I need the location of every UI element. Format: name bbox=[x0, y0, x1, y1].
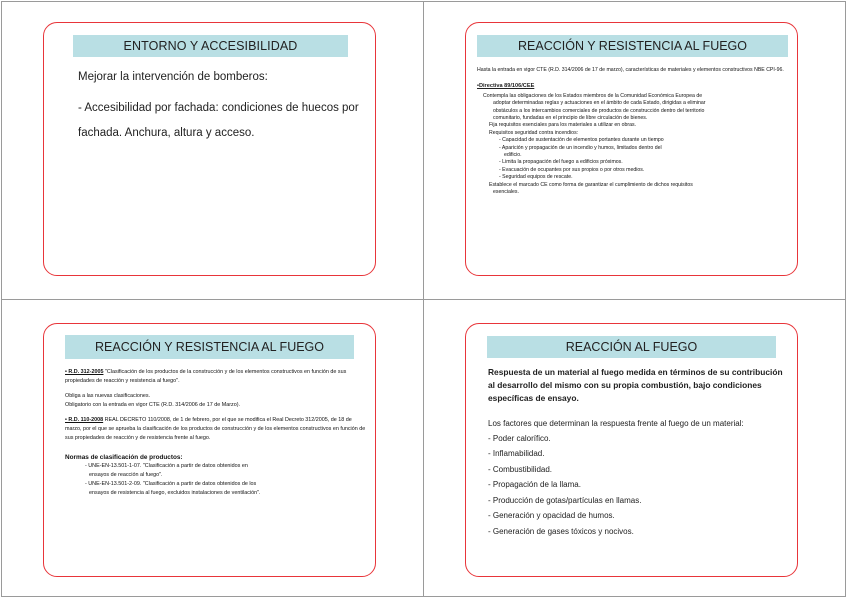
list-item: - Aparición y propagación de un incendio y humos, limitados dentro del bbox=[499, 144, 662, 151]
text-line: esenciales. bbox=[493, 189, 519, 196]
definition: Respuesta de un material al fuego medida en términos de su contribución al desarrollo del mismo con su propia combustión, bajo condiciones específicas de ensayo. bbox=[488, 367, 783, 403]
horizontal-divider bbox=[1, 299, 846, 300]
slide-reaccion-resistencia-1 bbox=[465, 22, 798, 276]
list-item: - UNE-EN-13.501-1-07. "Clasificación a partir de datos obtenidos en bbox=[85, 463, 248, 469]
slide-title: REACCIÓN Y RESISTENCIA AL FUEGO bbox=[65, 335, 354, 359]
list-item: - Seguridad equipos de rescate. bbox=[499, 174, 573, 181]
lead-text: Los factores que determinan la respuesta frente al fuego de un material: bbox=[488, 419, 744, 428]
text-line: Contempla las obligaciones de los Estados miembros de la Comunidad Económica Europea de bbox=[483, 92, 703, 99]
slide-reaccion-resistencia-2 bbox=[43, 323, 376, 577]
slide-body bbox=[65, 368, 368, 498]
reference-block: • R.D. 110-2008 REAL DECRETO 110/2008, de 1 de febrero, por el que se modifica el Real Decreto 312/2005, de 18 de marzo, por el que se aprueba la clasificación de los productos de construcción y de los elementos constructivos en función de sus propiedades de reacción y de resistencia frente al fuego. bbox=[65, 417, 366, 441]
slide-body bbox=[66, 69, 366, 146]
slide-reaccion-al-fuego bbox=[465, 323, 798, 577]
list-item: - Propagación de la llama. bbox=[488, 480, 581, 489]
list-item: - Combustibilidad. bbox=[488, 464, 553, 474]
list-item: - Poder calorífico. bbox=[488, 433, 551, 443]
text-line: Obligatorio con la entrada en vigor CTE (R.D. 314/2006 de 17 de Marzo). bbox=[65, 402, 240, 408]
list-item: - Capacidad de sustentación de elementos portantes durante un tiempo bbox=[499, 137, 664, 144]
normas-heading: Normas de clasificación de productos: bbox=[65, 454, 183, 461]
slide-title: REACCIÓN AL FUEGO bbox=[487, 336, 776, 358]
directive-heading: •Directiva 89/106/CEE bbox=[477, 83, 535, 90]
list-item-cont: ensayos de reacción al fuego". bbox=[89, 472, 163, 478]
text-line: Fija requisitos esenciales para los materiales a utilizar en obras. bbox=[489, 122, 637, 129]
slide-title: REACCIÓN Y RESISTENCIA AL FUEGO bbox=[477, 35, 788, 57]
text-line: comunitario, fundadas en el principio de libre circulación de bienes. bbox=[493, 115, 648, 122]
list-item: - Limita la propagación del fuego a edificios próximos. bbox=[499, 159, 623, 166]
slide-entorno-accesibilidad bbox=[43, 22, 376, 276]
text-line: Establece el marcado CE como forma de garantizar el cumplimiento de dichos requisitos bbox=[489, 181, 693, 188]
text-line: Obliga a las nuevas clasificaciones. bbox=[65, 393, 151, 399]
intro-text: Hasta la entrada en vigor CTE (R.D. 314/2006 de 17 de marzo), características de materiales y elementos constructivos NBE CPI-96. bbox=[477, 67, 784, 73]
list-item: - Evacuación de ocupantes por sus propios o por otros medios. bbox=[499, 166, 645, 173]
list-item-cont: edificio. bbox=[504, 152, 522, 159]
paragraph: Mejorar la intervención de bomberos: bbox=[78, 71, 268, 83]
paragraph: - Accesibilidad por fachada: condiciones de huecos por fachada. Anchura, altura y acceso. bbox=[78, 102, 359, 139]
list-item: - UNE-EN-13.501-2-09. "Clasificación a partir de datos obtenidos de los bbox=[85, 481, 257, 487]
list-item: - Generación de gases tóxicos y nocivos. bbox=[488, 526, 634, 536]
reference-code: • R.D. 110-2008 bbox=[65, 417, 104, 423]
list-item: - Generación y opacidad de humos. bbox=[488, 511, 615, 520]
slide-body bbox=[477, 67, 785, 197]
list-item-cont: ensayos de resistencia al fuego, excluidos instalaciones de ventilación". bbox=[89, 490, 261, 496]
text-line: obstáculos a los intercambios comerciales de productos de construcción dentro del territorio bbox=[493, 107, 705, 114]
list-item: - Producción de gotas/partículas en llamas. bbox=[488, 495, 642, 505]
reference-block: • R.D. 312-2005 "Clasificación de los productos de la construcción y de los elementos constructivos en función de sus propiedades de reacción y resistencia al fuego". bbox=[65, 369, 347, 384]
slide-title: ENTORNO Y ACCESIBILIDAD bbox=[73, 35, 348, 57]
reference-code: • R.D. 312-2005 bbox=[65, 369, 104, 375]
list-item: - Inflamabilidad. bbox=[488, 449, 545, 458]
slide-body bbox=[488, 366, 788, 539]
text-line: Requisitos seguridad contra incendios: bbox=[489, 129, 579, 136]
text-line: adoptar determinadas reglas y actuaciones en el ámbito de cada Estado, dirigidas a eliminar bbox=[493, 100, 706, 107]
